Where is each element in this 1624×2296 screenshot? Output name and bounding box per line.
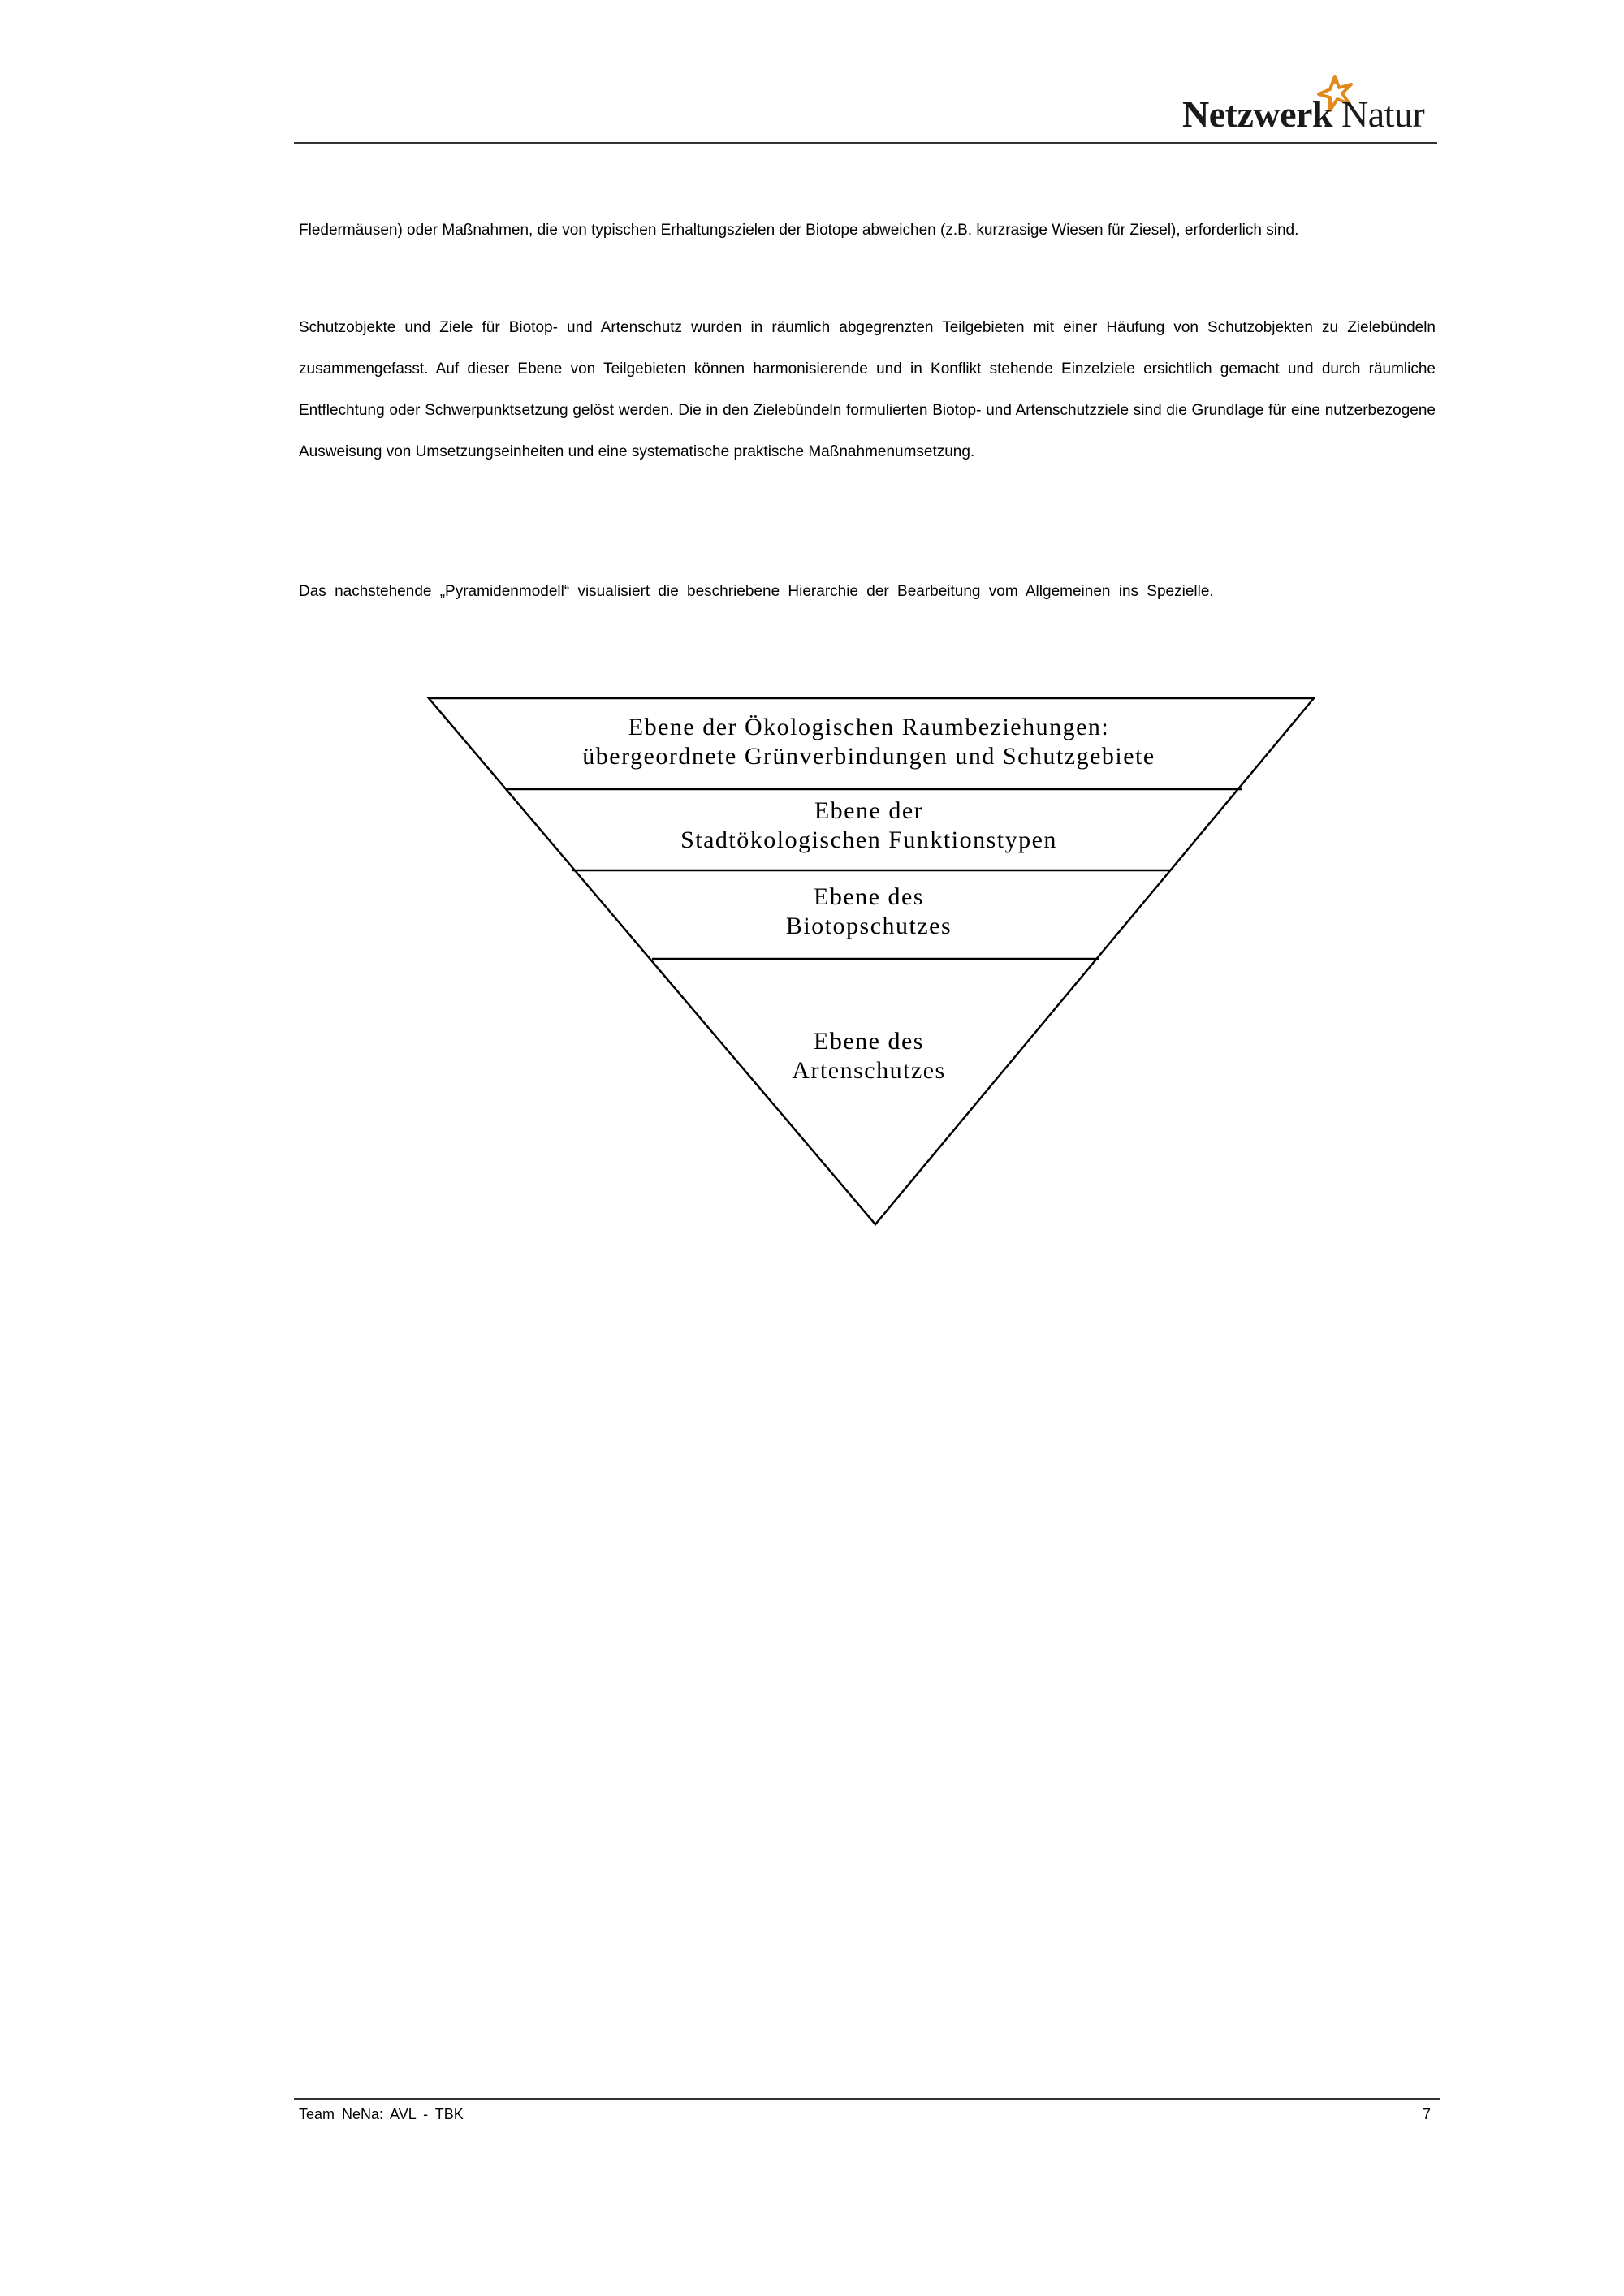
paragraph-3-text: Das nachstehende „Pyramidenmodell“ visualisiert die beschriebene Hierarchie der Bearbeitung vom Allgemeinen ins Spezielle. [299,583,1214,600]
pyramid-diagram [422,690,1315,1230]
pyramid-outline [429,698,1314,1224]
header-logo [1182,73,1426,138]
logo-regular-text: Natur [1341,93,1425,135]
pyramid-level-1-line-1: Ebene der Ökologischen Raumbeziehungen: [628,714,1110,740]
logo-bold-text: Netzwerk [1182,93,1333,135]
pyramid-level-3 [422,883,1315,941]
pyramid-level-2-line-2: Stadtökologischen Funktionstypen [680,826,1057,853]
paragraph-2 [299,307,1436,473]
pyramid-level-4-line-1: Ebene des [814,1028,924,1055]
pyramid-level-3-line-1: Ebene des [814,883,924,910]
footer-team: Team NeNa: AVL - TBK [299,2106,464,2122]
pyramid-level-4-line-2: Artenschutzes [792,1057,946,1084]
paragraph-1-text: Fledermäusen) oder Maßnahmen, die von typischen Erhaltungszielen der Biotope abweichen (z.B. kurzrasige Wiesen für Ziesel), erforderlich sind. [299,222,1299,239]
pyramid-level-1-line-2: übergeordnete Grünverbindungen und Schutzgebiete [582,743,1155,770]
pyramid-level-2 [422,796,1315,855]
footer-divider [294,2098,1440,2100]
pyramid-level-3-line-2: Biotopschutzes [785,913,952,939]
pyramid-level-2-line-1: Ebene der [814,797,924,824]
paragraph-2-text: Schutzobjekte und Ziele für Biotop- und Artenschutz wurden in räumlich abgegrenzten Teilgebieten mit einer Häufung von Schutzobjekten zu Zielebündeln zusammengefasst. Auf dieser Ebene von Teilgebieten können harmonisierende und in Konflikt stehende Einzelziele ersichtlich gemacht und durch räumliche Entflechtung oder Schwerpunktsetzung gelöst werden. Die in den Zielebündeln formulierten Biotop- und Artenschutzziele sind die Grundlage für eine nutzerbezogene Ausweisung von Umsetzungseinheiten und eine systematische praktische Maßnahmenumsetzung. [299,319,1436,460]
header-divider [294,142,1437,144]
logo-text [1182,93,1424,136]
page-number: 7 [1423,2106,1432,2122]
pyramid-level-4 [422,1027,1315,1085]
pyramid-level-1 [422,713,1315,771]
paragraph-1 [299,209,1436,251]
paragraph-3 [299,571,1436,612]
